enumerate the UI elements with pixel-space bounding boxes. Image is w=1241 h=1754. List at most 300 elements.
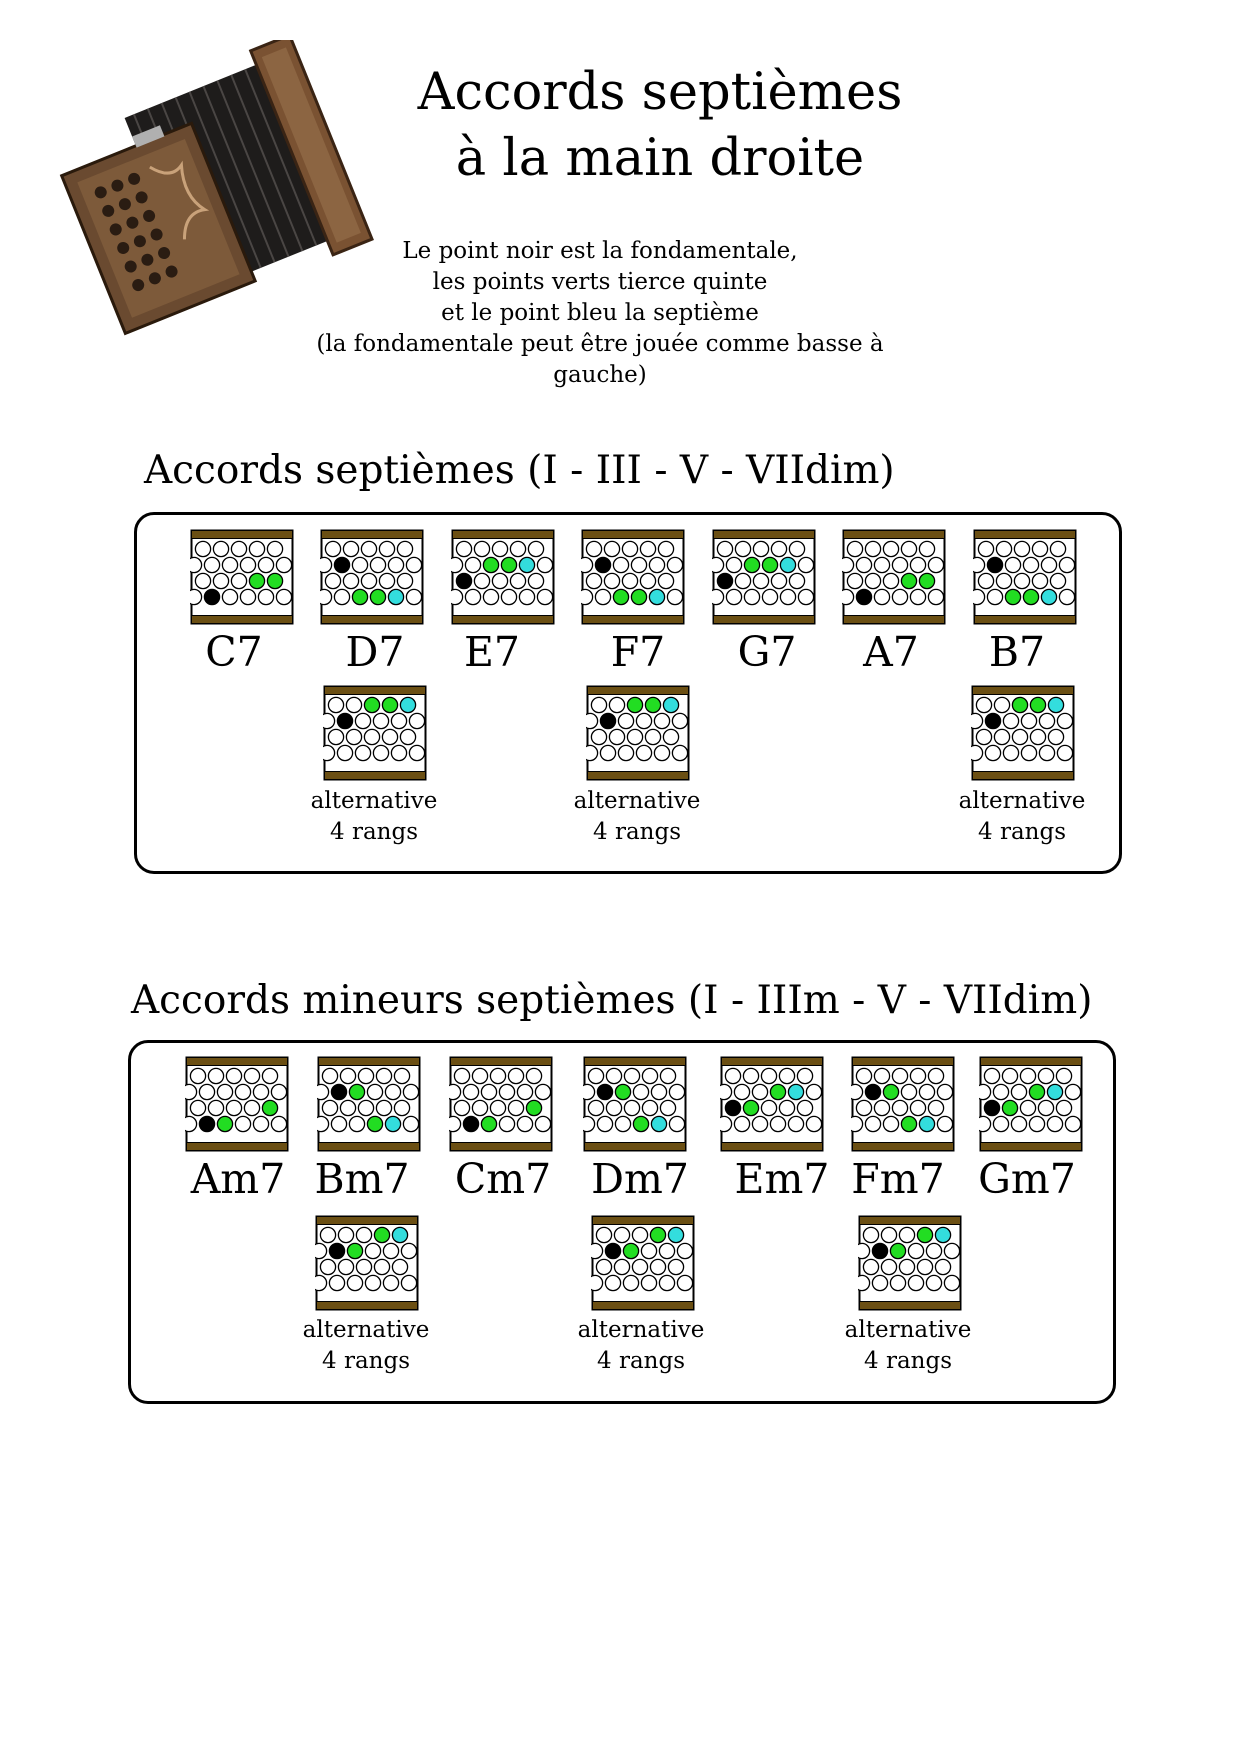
button-empty: [329, 1275, 344, 1290]
button-empty: [379, 541, 394, 556]
button-empty: [798, 589, 813, 604]
chord-diagram-am7: [185, 1056, 289, 1152]
button-empty: [847, 541, 862, 556]
button-third: [917, 1227, 932, 1242]
button-root: [329, 1243, 344, 1258]
button-third: [370, 589, 385, 604]
button-empty: [899, 1259, 914, 1274]
button-empty: [465, 557, 480, 572]
button-empty: [596, 1227, 611, 1242]
button-empty: [780, 589, 795, 604]
chord-diagram-gm7: [979, 1056, 1083, 1152]
button-grid: [320, 529, 424, 625]
button-third: [645, 697, 660, 712]
button-empty: [658, 541, 673, 556]
chord-name: B7: [988, 628, 1046, 676]
button-empty: [883, 541, 898, 556]
button-empty: [734, 1084, 749, 1099]
button-root: [337, 713, 352, 728]
button-empty: [400, 729, 415, 744]
button-seventh: [668, 1227, 683, 1242]
button-empty: [397, 541, 412, 556]
button-empty: [659, 1275, 674, 1290]
button-empty: [1014, 573, 1029, 588]
alternative-label-line-2: 4 rangs: [330, 819, 418, 845]
button-empty: [1030, 729, 1045, 744]
button-empty: [383, 1275, 398, 1290]
button-empty: [606, 1068, 621, 1083]
button-empty: [271, 1116, 286, 1131]
button-root: [717, 573, 732, 588]
button-empty: [517, 1116, 532, 1131]
grid-bottom-bar: [588, 772, 689, 780]
grid-top-bar: [975, 531, 1076, 539]
button-empty: [323, 745, 335, 760]
button-empty: [874, 1100, 889, 1115]
button-empty: [973, 557, 985, 572]
button-empty: [356, 1227, 371, 1242]
button-empty: [492, 573, 507, 588]
button-grid: [979, 1056, 1083, 1152]
chord-name: Dm7: [591, 1155, 689, 1203]
button-empty: [712, 557, 724, 572]
button-third: [267, 573, 282, 588]
grid-top-bar: [860, 1217, 961, 1225]
button-third: [249, 573, 264, 588]
button-empty: [1021, 745, 1036, 760]
button-empty: [586, 573, 601, 588]
button-empty: [474, 541, 489, 556]
section-heading-minor-sevenths: Accords mineurs septièmes (I - IIIm - V - VIIdim): [131, 978, 1093, 1023]
button-empty: [537, 589, 552, 604]
button-empty: [258, 589, 273, 604]
button-root: [865, 1084, 880, 1099]
button-empty: [535, 1116, 550, 1131]
button-root: [605, 1243, 620, 1258]
button-empty: [406, 557, 421, 572]
button-empty: [752, 1116, 767, 1131]
button-empty: [451, 589, 463, 604]
button-empty: [591, 729, 606, 744]
alternative-label-line-2: 4 rangs: [593, 819, 681, 845]
grid-top-bar: [325, 687, 426, 695]
grid-bottom-bar: [860, 1302, 961, 1310]
button-empty: [376, 1068, 391, 1083]
button-empty: [317, 1116, 329, 1131]
button-empty: [614, 1227, 629, 1242]
button-empty: [454, 1068, 469, 1083]
button-empty: [1056, 1068, 1071, 1083]
chord-diagram-d7: [320, 529, 424, 625]
button-empty: [499, 1116, 514, 1131]
button-empty: [660, 1100, 675, 1115]
button-empty: [1003, 713, 1018, 728]
button-empty: [798, 557, 813, 572]
button-empty: [890, 1275, 905, 1290]
button-root: [456, 573, 471, 588]
button-seventh: [788, 1084, 803, 1099]
button-empty: [604, 573, 619, 588]
button-empty: [591, 697, 606, 712]
button-root: [334, 557, 349, 572]
button-empty: [379, 573, 394, 588]
button-empty: [253, 1116, 268, 1131]
grid-top-bar: [451, 1058, 552, 1066]
button-empty: [910, 557, 925, 572]
button-empty: [365, 1275, 380, 1290]
button-grid: [842, 529, 946, 625]
button-empty: [771, 541, 786, 556]
button-empty: [633, 1084, 648, 1099]
button-empty: [361, 541, 376, 556]
button-empty: [624, 1100, 639, 1115]
button-empty: [892, 557, 907, 572]
button-empty: [797, 1068, 812, 1083]
button-empty: [863, 1227, 878, 1242]
button-third: [883, 1084, 898, 1099]
button-empty: [392, 1259, 407, 1274]
button-third: [615, 1084, 630, 1099]
grid-bottom-bar: [981, 1143, 1082, 1151]
button-empty: [510, 573, 525, 588]
button-empty: [262, 1068, 277, 1083]
button-empty: [910, 1100, 925, 1115]
button-empty: [669, 1084, 684, 1099]
button-empty: [771, 573, 786, 588]
button-empty: [317, 1084, 329, 1099]
button-third: [631, 589, 646, 604]
button-seventh: [649, 589, 664, 604]
button-third: [743, 1100, 758, 1115]
button-empty: [928, 589, 943, 604]
button-grid: [712, 529, 816, 625]
button-empty: [352, 557, 367, 572]
button-empty: [993, 1084, 1008, 1099]
button-empty: [472, 1100, 487, 1115]
button-empty: [847, 573, 862, 588]
button-empty: [851, 1084, 863, 1099]
button-empty: [614, 1259, 629, 1274]
button-root: [595, 557, 610, 572]
grid-top-bar: [844, 531, 945, 539]
button-empty: [1065, 1116, 1080, 1131]
button-empty: [474, 573, 489, 588]
button-empty: [606, 1100, 621, 1115]
chord-diagram-g7: [712, 529, 816, 625]
button-empty: [973, 589, 985, 604]
button-third: [364, 697, 379, 712]
button-empty: [235, 1116, 250, 1131]
grid-top-bar: [322, 531, 423, 539]
button-empty: [1065, 1084, 1080, 1099]
button-root: [331, 1084, 346, 1099]
button-third: [650, 1227, 665, 1242]
button-empty: [528, 573, 543, 588]
button-grid: [317, 1056, 421, 1152]
button-empty: [409, 745, 424, 760]
button-empty: [743, 1068, 758, 1083]
grid-bottom-bar: [585, 1143, 686, 1151]
chord-diagram-c7: [190, 529, 294, 625]
button-empty: [994, 697, 1009, 712]
button-empty: [185, 1116, 197, 1131]
button-root: [199, 1116, 214, 1131]
button-empty: [645, 729, 660, 744]
button-empty: [1003, 745, 1018, 760]
button-empty: [244, 1068, 259, 1083]
button-third: [744, 557, 759, 572]
button-grid: [315, 1215, 419, 1311]
button-empty: [636, 745, 651, 760]
button-empty: [984, 1068, 999, 1083]
button-empty: [323, 713, 335, 728]
alternative-label: [284, 786, 464, 848]
button-empty: [492, 541, 507, 556]
button-empty: [735, 541, 750, 556]
button-empty: [735, 573, 750, 588]
button-empty: [667, 589, 682, 604]
button-empty: [591, 1275, 603, 1290]
chord-name: E7: [463, 628, 520, 676]
button-empty: [347, 1275, 362, 1290]
button-empty: [762, 589, 777, 604]
grid-bottom-bar: [975, 616, 1076, 624]
button-empty: [667, 557, 682, 572]
button-empty: [720, 1116, 732, 1131]
button-grid: [720, 1056, 824, 1152]
button-empty: [190, 1100, 205, 1115]
button-empty: [276, 557, 291, 572]
button-third: [627, 697, 642, 712]
button-empty: [499, 1084, 514, 1099]
button-empty: [217, 1084, 232, 1099]
button-empty: [672, 745, 687, 760]
button-empty: [659, 1243, 674, 1258]
button-empty: [865, 541, 880, 556]
intro-line-1: Le point noir est la fondamentale,: [402, 238, 798, 264]
button-empty: [403, 1084, 418, 1099]
button-empty: [642, 1068, 657, 1083]
button-empty: [1029, 1116, 1044, 1131]
grid-bottom-bar: [593, 1302, 694, 1310]
chord-name: Am7: [190, 1155, 286, 1203]
button-third: [526, 1100, 541, 1115]
button-empty: [1012, 729, 1027, 744]
button-third: [1029, 1084, 1044, 1099]
button-empty: [752, 1084, 767, 1099]
button-empty: [651, 1084, 666, 1099]
alternative-label-line-1: alternative: [310, 788, 438, 814]
button-empty: [726, 557, 741, 572]
button-empty: [322, 1068, 337, 1083]
button-empty: [356, 1259, 371, 1274]
alternative-label: [547, 786, 727, 848]
button-empty: [1011, 1116, 1026, 1131]
button-empty: [883, 1116, 898, 1131]
button-empty: [185, 1084, 197, 1099]
button-third: [762, 557, 777, 572]
button-empty: [320, 557, 332, 572]
grid-top-bar: [319, 1058, 420, 1066]
button-empty: [508, 1100, 523, 1115]
chord-diagram-a7: [842, 529, 946, 625]
button-empty: [370, 557, 385, 572]
button-empty: [1048, 729, 1063, 744]
button-empty: [761, 1100, 776, 1115]
button-empty: [537, 557, 552, 572]
button-empty: [1020, 1068, 1035, 1083]
button-empty: [978, 573, 993, 588]
button-third: [349, 1084, 364, 1099]
button-empty: [851, 1116, 863, 1131]
button-third: [382, 697, 397, 712]
button-empty: [609, 729, 624, 744]
intro-text: [300, 236, 900, 391]
button-empty: [358, 1068, 373, 1083]
button-empty: [343, 541, 358, 556]
grid-bottom-bar: [853, 1143, 954, 1151]
button-seventh: [400, 697, 415, 712]
button-empty: [490, 1100, 505, 1115]
button-empty: [337, 745, 352, 760]
grid-bottom-bar: [583, 616, 684, 624]
button-empty: [976, 697, 991, 712]
button-empty: [874, 557, 889, 572]
button-empty: [451, 557, 463, 572]
alternative-chord-diagram: [971, 685, 1075, 781]
button-empty: [535, 1084, 550, 1099]
button-empty: [650, 1259, 665, 1274]
button-empty: [1005, 557, 1020, 572]
button-empty: [753, 541, 768, 556]
button-root: [597, 1084, 612, 1099]
button-empty: [588, 1068, 603, 1083]
button-empty: [654, 745, 669, 760]
button-seventh: [388, 589, 403, 604]
button-empty: [240, 589, 255, 604]
button-empty: [595, 589, 610, 604]
section-heading-sevenths: Accords septièmes (I - III - V - VIIdim): [144, 448, 895, 493]
button-third: [633, 1116, 648, 1131]
button-grid: [190, 529, 294, 625]
button-empty: [725, 1068, 740, 1083]
button-empty: [712, 589, 724, 604]
button-empty: [1050, 573, 1065, 588]
button-empty: [744, 589, 759, 604]
button-empty: [244, 1100, 259, 1115]
button-empty: [340, 1100, 355, 1115]
button-empty: [640, 541, 655, 556]
button-empty: [908, 1243, 923, 1258]
button-empty: [472, 1068, 487, 1083]
button-empty: [856, 1100, 871, 1115]
button-empty: [928, 1068, 943, 1083]
button-empty: [328, 697, 343, 712]
button-third: [901, 573, 916, 588]
button-root: [985, 713, 1000, 728]
button-seventh: [1047, 1084, 1062, 1099]
button-empty: [519, 589, 534, 604]
button-empty: [526, 1068, 541, 1083]
button-empty: [388, 557, 403, 572]
button-empty: [944, 1243, 959, 1258]
button-third: [347, 1243, 362, 1258]
chord-diagram-em7: [720, 1056, 824, 1152]
alternative-label-line-1: alternative: [577, 1317, 705, 1343]
button-empty: [641, 1243, 656, 1258]
button-empty: [190, 1068, 205, 1083]
button-empty: [315, 1275, 327, 1290]
chord-name: Gm7: [978, 1155, 1076, 1203]
button-empty: [636, 713, 651, 728]
chord-diagram-dm7: [583, 1056, 687, 1152]
button-root: [984, 1100, 999, 1115]
grid-bottom-bar: [722, 1143, 823, 1151]
grid-bottom-bar: [322, 616, 423, 624]
button-empty: [717, 541, 732, 556]
button-empty: [465, 589, 480, 604]
button-empty: [456, 541, 471, 556]
button-empty: [355, 745, 370, 760]
button-empty: [618, 713, 633, 728]
button-empty: [863, 1259, 878, 1274]
button-empty: [641, 1275, 656, 1290]
grid-bottom-bar: [319, 1143, 420, 1151]
button-empty: [899, 1227, 914, 1242]
button-empty: [978, 541, 993, 556]
button-empty: [788, 1116, 803, 1131]
chord-name: Bm7: [314, 1155, 410, 1203]
button-empty: [842, 557, 854, 572]
button-empty: [1057, 713, 1072, 728]
button-empty: [892, 589, 907, 604]
button-seventh: [1048, 697, 1063, 712]
button-empty: [926, 1243, 941, 1258]
button-empty: [358, 1100, 373, 1115]
button-empty: [231, 573, 246, 588]
button-empty: [583, 1084, 595, 1099]
button-empty: [315, 1243, 327, 1258]
button-empty: [349, 1116, 364, 1131]
button-empty: [331, 1116, 346, 1131]
button-empty: [1002, 1068, 1017, 1083]
button-third: [901, 1116, 916, 1131]
button-empty: [613, 557, 628, 572]
chord-diagram-f7: [581, 529, 685, 625]
button-seventh: [385, 1116, 400, 1131]
button-empty: [581, 557, 593, 572]
button-empty: [658, 573, 673, 588]
button-third: [1012, 697, 1027, 712]
grid-bottom-bar: [317, 1302, 418, 1310]
button-empty: [901, 1084, 916, 1099]
button-empty: [726, 589, 741, 604]
button-empty: [944, 1275, 959, 1290]
title-line-2: à la main droite: [455, 129, 865, 188]
button-empty: [322, 1100, 337, 1115]
button-empty: [996, 573, 1011, 588]
button-empty: [226, 1068, 241, 1083]
button-seventh: [651, 1116, 666, 1131]
button-empty: [622, 541, 637, 556]
chord-diagram-bm7: [317, 1056, 421, 1152]
button-empty: [865, 573, 880, 588]
alternative-chord-diagram: [315, 1215, 419, 1311]
button-empty: [604, 541, 619, 556]
intro-line-4: (la fondamentale peut être jouée comme basse à gauche): [316, 331, 884, 388]
button-seventh: [935, 1227, 950, 1242]
button-grid: [586, 685, 690, 781]
